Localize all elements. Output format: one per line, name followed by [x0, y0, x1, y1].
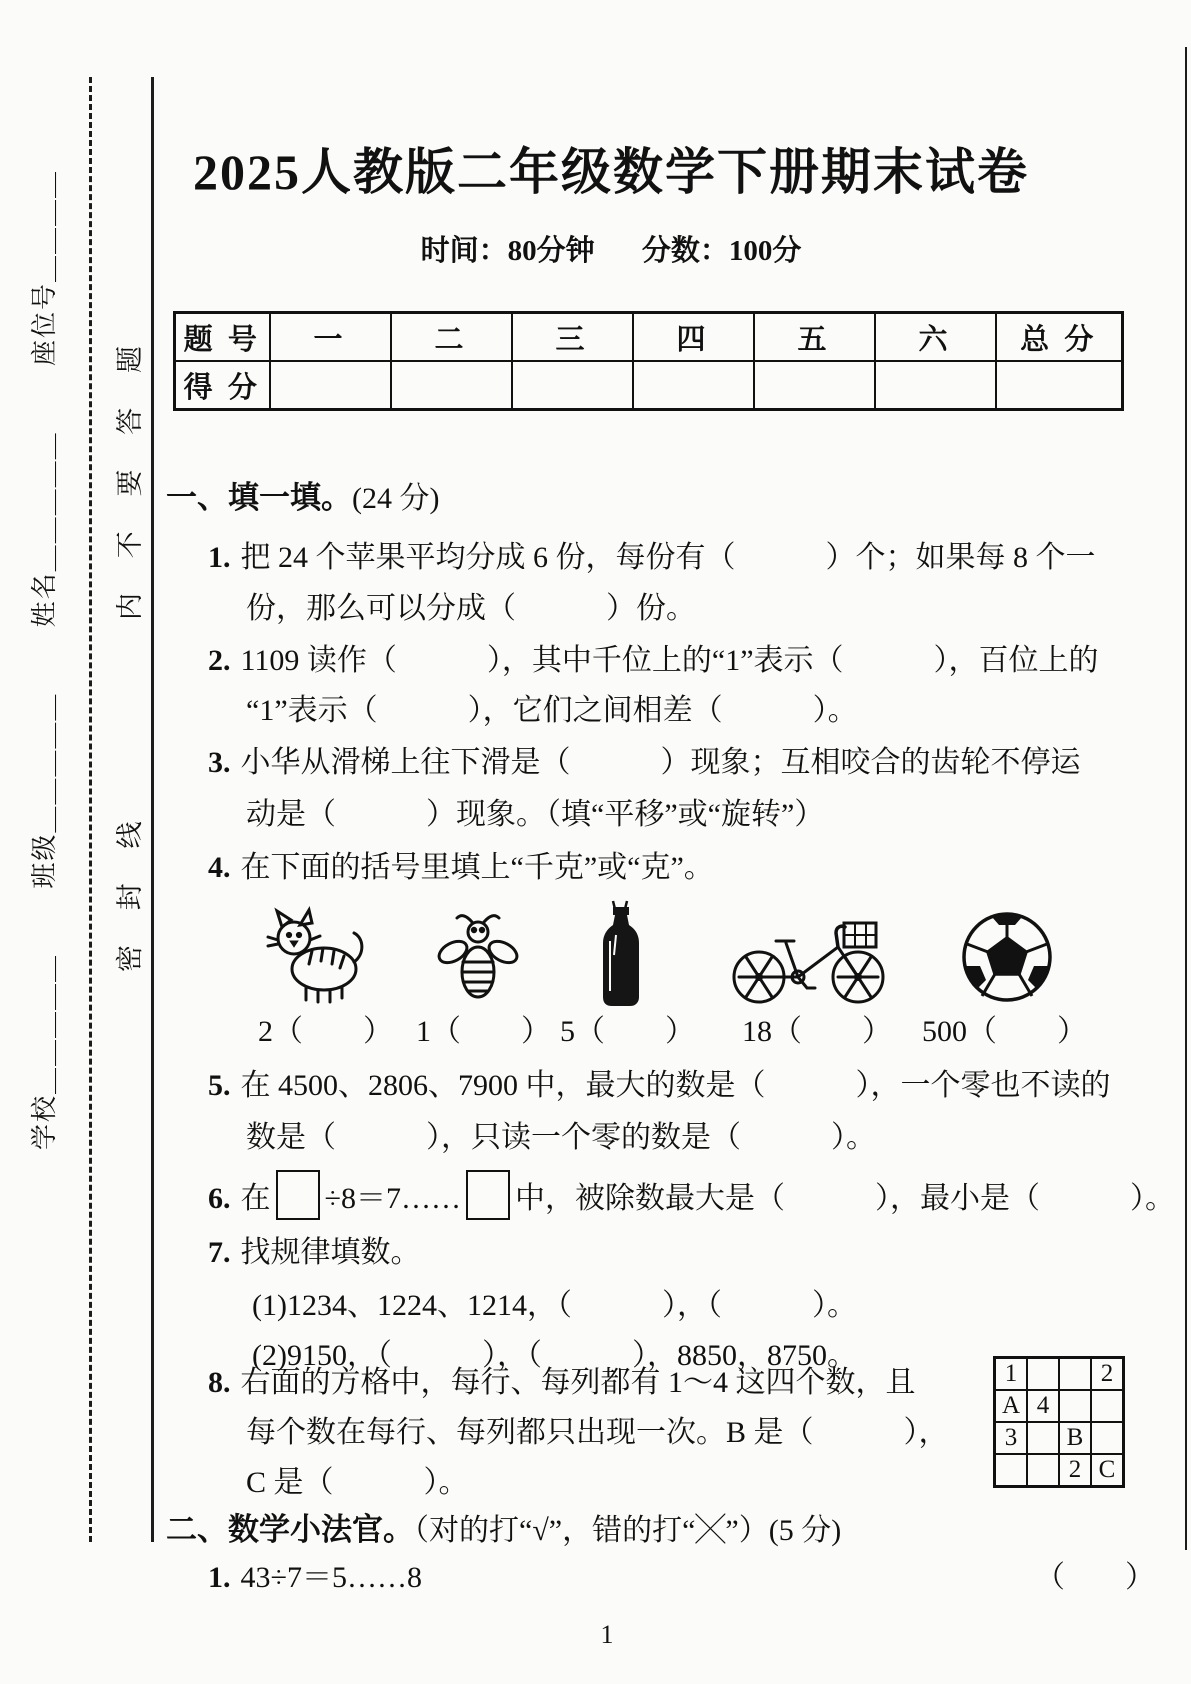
soccer-ball-icon: [960, 910, 1054, 1004]
name-field: 姓名＿＿＿＿＿: [29, 431, 59, 628]
grid-cell: [1027, 1422, 1059, 1454]
score-cell-empty: [391, 361, 512, 410]
score-table-cell: 三: [512, 313, 633, 362]
grid-row: [995, 1390, 1124, 1422]
tf-question-1-answer-paren: （ ）: [1035, 1561, 1155, 1594]
cat-icon: [266, 906, 366, 1004]
question-8-line-2: 每个数在每行、每列都只出现一次。B 是（ ），: [246, 1416, 949, 1449]
section-two-note: （对的打“√”，错的打“╳”）(5 分): [414, 1514, 842, 1547]
question-2-line-1: 2. 1109 读作（ ），其中千位上的“1”表示（ ），百位上的: [208, 644, 1099, 677]
bottle-icon: [592, 895, 650, 1009]
score-table-cell: 五: [754, 313, 875, 362]
question-8-line-1: 8. 右面的方格中，每行、每列都有 1～4 这四个数，且: [208, 1366, 916, 1399]
exam-meta: [152, 228, 1070, 269]
seat-number-field: 座位号＿＿＿＿: [29, 170, 59, 367]
section-one-points: (24 分): [352, 482, 440, 515]
grid-cell: 1: [995, 1358, 1028, 1391]
grid-cell: B: [1059, 1422, 1091, 1454]
grid-cell: C: [1091, 1454, 1124, 1487]
q4-label-bottle: 5（ ）: [560, 1015, 695, 1048]
question-7-line-1: 7. 找规律填数。: [208, 1236, 421, 1269]
score-table-cell: 六: [875, 313, 996, 362]
score-table-header-row: [175, 313, 1123, 362]
seal-solid-line: [151, 77, 154, 1542]
bicycle-icon: [726, 901, 891, 1008]
grid-row: [995, 1422, 1124, 1454]
right-border-line: [1185, 47, 1187, 1550]
exam-time: 时间：80分钟: [420, 235, 595, 267]
grid-cell: A: [995, 1390, 1028, 1422]
grid-row: [995, 1358, 1124, 1391]
q8-number-grid: [993, 1356, 1125, 1488]
section-two-heading: [166, 1510, 841, 1551]
grid-cell: [1027, 1454, 1059, 1487]
grid-cell: 2: [1059, 1454, 1091, 1487]
grid-row: [995, 1454, 1124, 1487]
q4-label-soccer-ball: 500（ ）: [922, 1015, 1087, 1048]
q4-label-bicycle: 18（ ）: [742, 1015, 892, 1048]
score-table-cell: 题 号: [175, 313, 270, 362]
seal-text-bottom: 密 封 线: [114, 807, 145, 972]
section-two-title: 二、数学小法官。: [166, 1512, 414, 1547]
grid-cell: [1091, 1422, 1124, 1454]
score-cell-empty: [633, 361, 754, 410]
grid-cell: [1059, 1358, 1091, 1391]
question-6-line: 6. 在 ÷8＝7…… 中，被除数最大是（ ），最小是（ ）。: [208, 1170, 1175, 1220]
seal-notice: [110, 332, 144, 972]
page-number: 1: [600, 1620, 614, 1649]
grid-cell: [1059, 1390, 1091, 1422]
seal-dashed-line: [89, 77, 92, 1542]
question-5-line-1: 5. 在 4500、2806、7900 中，最大的数是（ ），一个零也不读的: [208, 1069, 1111, 1102]
score-table-cell: 四: [633, 313, 754, 362]
score-table: [173, 311, 1124, 411]
question-5-line-2: 数是（ ），只读一个零的数是（ ）。: [246, 1121, 876, 1154]
score-table-cell: 二: [391, 313, 512, 362]
question-1-line-2: 份，那么可以分成（ ）份。: [246, 592, 696, 625]
student-info-fields: [25, 170, 59, 1150]
question-3-line-2: 动是（ ）现象。（填“平移”或“旋转”）: [246, 798, 825, 831]
school-field: 学校＿＿＿＿＿: [29, 953, 59, 1150]
grid-cell: [1091, 1390, 1124, 1422]
grid-cell: [1027, 1358, 1059, 1391]
bee-icon: [436, 912, 520, 1004]
question-7-item-2: (2)9150，（ ），（ ），8850，8750。: [252, 1339, 857, 1372]
score-table-score-row: [175, 361, 1123, 410]
question-8-line-3: C 是（ ）。: [246, 1466, 469, 1499]
seal-text-top: 内 不 要 答 题: [114, 332, 145, 620]
score-table-cell: 一: [270, 313, 391, 362]
question-3-line-1: 3. 小华从滑梯上往下滑是（ ）现象；互相咬合的齿轮不停运: [208, 746, 1081, 779]
grid-cell: 4: [1027, 1390, 1059, 1422]
dividend-box: [276, 1170, 320, 1220]
score-row-label: 得 分: [175, 361, 270, 410]
score-cell-empty: [875, 361, 996, 410]
score-cell-empty: [512, 361, 633, 410]
grid-cell: 3: [995, 1422, 1028, 1454]
score-cell-empty: [270, 361, 391, 410]
grid-cell: [995, 1454, 1028, 1487]
section-one-title: 一、填一填。: [166, 480, 352, 515]
exam-total-score: 分数：100分: [641, 235, 802, 267]
question-4-line-1: 4. 在下面的括号里填上“千克”或“克”。: [208, 851, 714, 884]
grid-cell: 2: [1091, 1358, 1124, 1391]
question-7-item-1: (1)1234、1224、1214，（ ），（ ）。: [252, 1289, 857, 1322]
page-title: 2025人教版二年级数学下册期末试卷: [193, 144, 1029, 200]
score-cell-empty: [996, 361, 1123, 410]
score-cell-empty: [754, 361, 875, 410]
q4-label-bee: 1（ ）: [416, 1015, 551, 1048]
section-one-heading: [166, 478, 439, 519]
q4-label-cat: 2（ ）: [258, 1015, 393, 1048]
tf-question-1: 1. 43÷7＝5……8: [208, 1561, 422, 1594]
remainder-box: [466, 1170, 510, 1220]
class-field: 班级＿＿＿＿＿: [29, 692, 59, 889]
question-2-line-2: “1”表示（ ），它们之间相差（ ）。: [246, 694, 858, 727]
question-1-line-1: 1. 把 24 个苹果平均分成 6 份，每份有（ ）个；如果每 8 个一: [208, 541, 1096, 574]
score-table-cell: 总 分: [996, 313, 1123, 362]
